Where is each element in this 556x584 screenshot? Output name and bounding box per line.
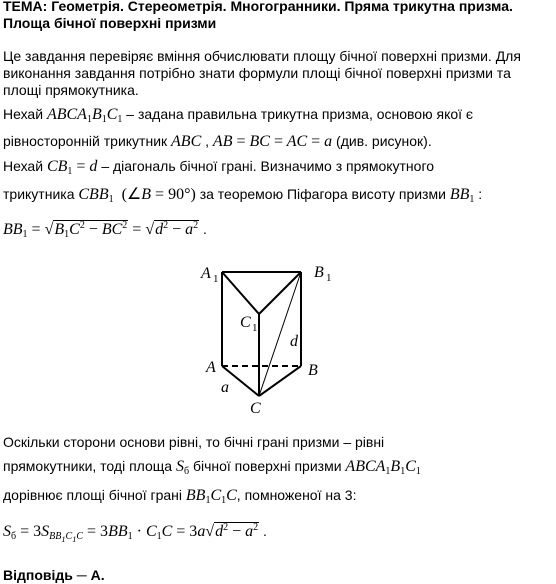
label-c1: C (240, 314, 251, 331)
math-triangle-cbb1: $CBB_1$ (∠B = 90°) (78, 186, 196, 205)
answer: Відповідь ─ А. (3, 567, 105, 583)
math-height-bb1: $BB_1$ (449, 186, 475, 205)
svg-text:1: 1 (252, 322, 258, 334)
math-prism-name: $ABCA_1B_1C_1$ (46, 106, 123, 125)
edge-b1c1 (259, 272, 301, 314)
pythagoras-formula: $BB_1 = √B_1C^2 - BC^2 = √d^2 - a^2$ . (3, 220, 207, 240)
math-prism-name-2: $ABCA_1B_1C_1$ (345, 458, 421, 477)
edge-bc (259, 366, 301, 396)
label-d: d (290, 333, 298, 350)
label-b: B (308, 362, 318, 379)
svg-text:1: 1 (326, 272, 332, 284)
paragraph-1-line-1: Нехай $ABCA_1B_1C_1$ – задана правильна трикутна призма, основою якої є (3, 106, 474, 125)
topic-header (3, 0, 551, 32)
label-a1: A (201, 265, 211, 282)
label-a-side: a (221, 379, 229, 396)
prism-figure (195, 258, 355, 423)
label-b1: B (314, 264, 324, 281)
edge-a1c1 (222, 272, 259, 314)
paragraph-2-line-2: трикутника $CBB_1$ (∠B = 90°) за теоремою Піфагора висоту призми $BB_1$ : (3, 186, 483, 205)
label-a: A (206, 359, 216, 376)
svg-text:1: 1 (213, 273, 219, 285)
paragraph-3-line-2: прямокутники, тоді площа $S_б$ бічної поверхні призми $ABCA_1B_1C_1$ (3, 458, 421, 477)
math-face-bb1c1c: $BB_1C_1C$ (185, 487, 237, 506)
paragraph-1-line-2: рівносторонній трикутник ABC , AB = BC = AC = a (див. рисунок). (3, 133, 432, 150)
topic-line-1: ТЕМА: Геометрія. Стереометрія. Многогранники. Пряма трикутна призма. (3, 0, 513, 14)
paragraph-3-line-1: Оскільки сторони основи рівні, то бічні грані призми – рівні (3, 434, 385, 450)
paragraph-3-line-3: дорівнює площі бічної грані $BB_1C_1C$, помноженої на 3: (3, 487, 357, 506)
label-c: C (250, 400, 261, 417)
paragraph-2-line-1: Нехай $CB_1 = d$ – діагональ бічної грані. Визначимо з прямокутного (3, 158, 435, 177)
math-equal-sides: AB = BC = AC = a (212, 133, 333, 150)
intro-paragraph: Це завдання перевіряє вміння обчислювати площу бічної поверхні призми. Для виконання завдання потрібно знати формули площі бічної поверхні призми та площі прямокутника. (3, 48, 521, 98)
math-diagonal: $CB_1 = d$ (46, 158, 98, 177)
topic-line-2: Площа бічної поверхні призми (3, 15, 217, 31)
math-s6: $S_б$ (175, 458, 190, 477)
math-triangle-abc: ABC (171, 133, 202, 150)
final-formula: $S_б = 3S_{BB_1C_1C} = 3BB_1 \cdot C_1C = 3a√d^2 - a^2$ . (3, 522, 267, 544)
